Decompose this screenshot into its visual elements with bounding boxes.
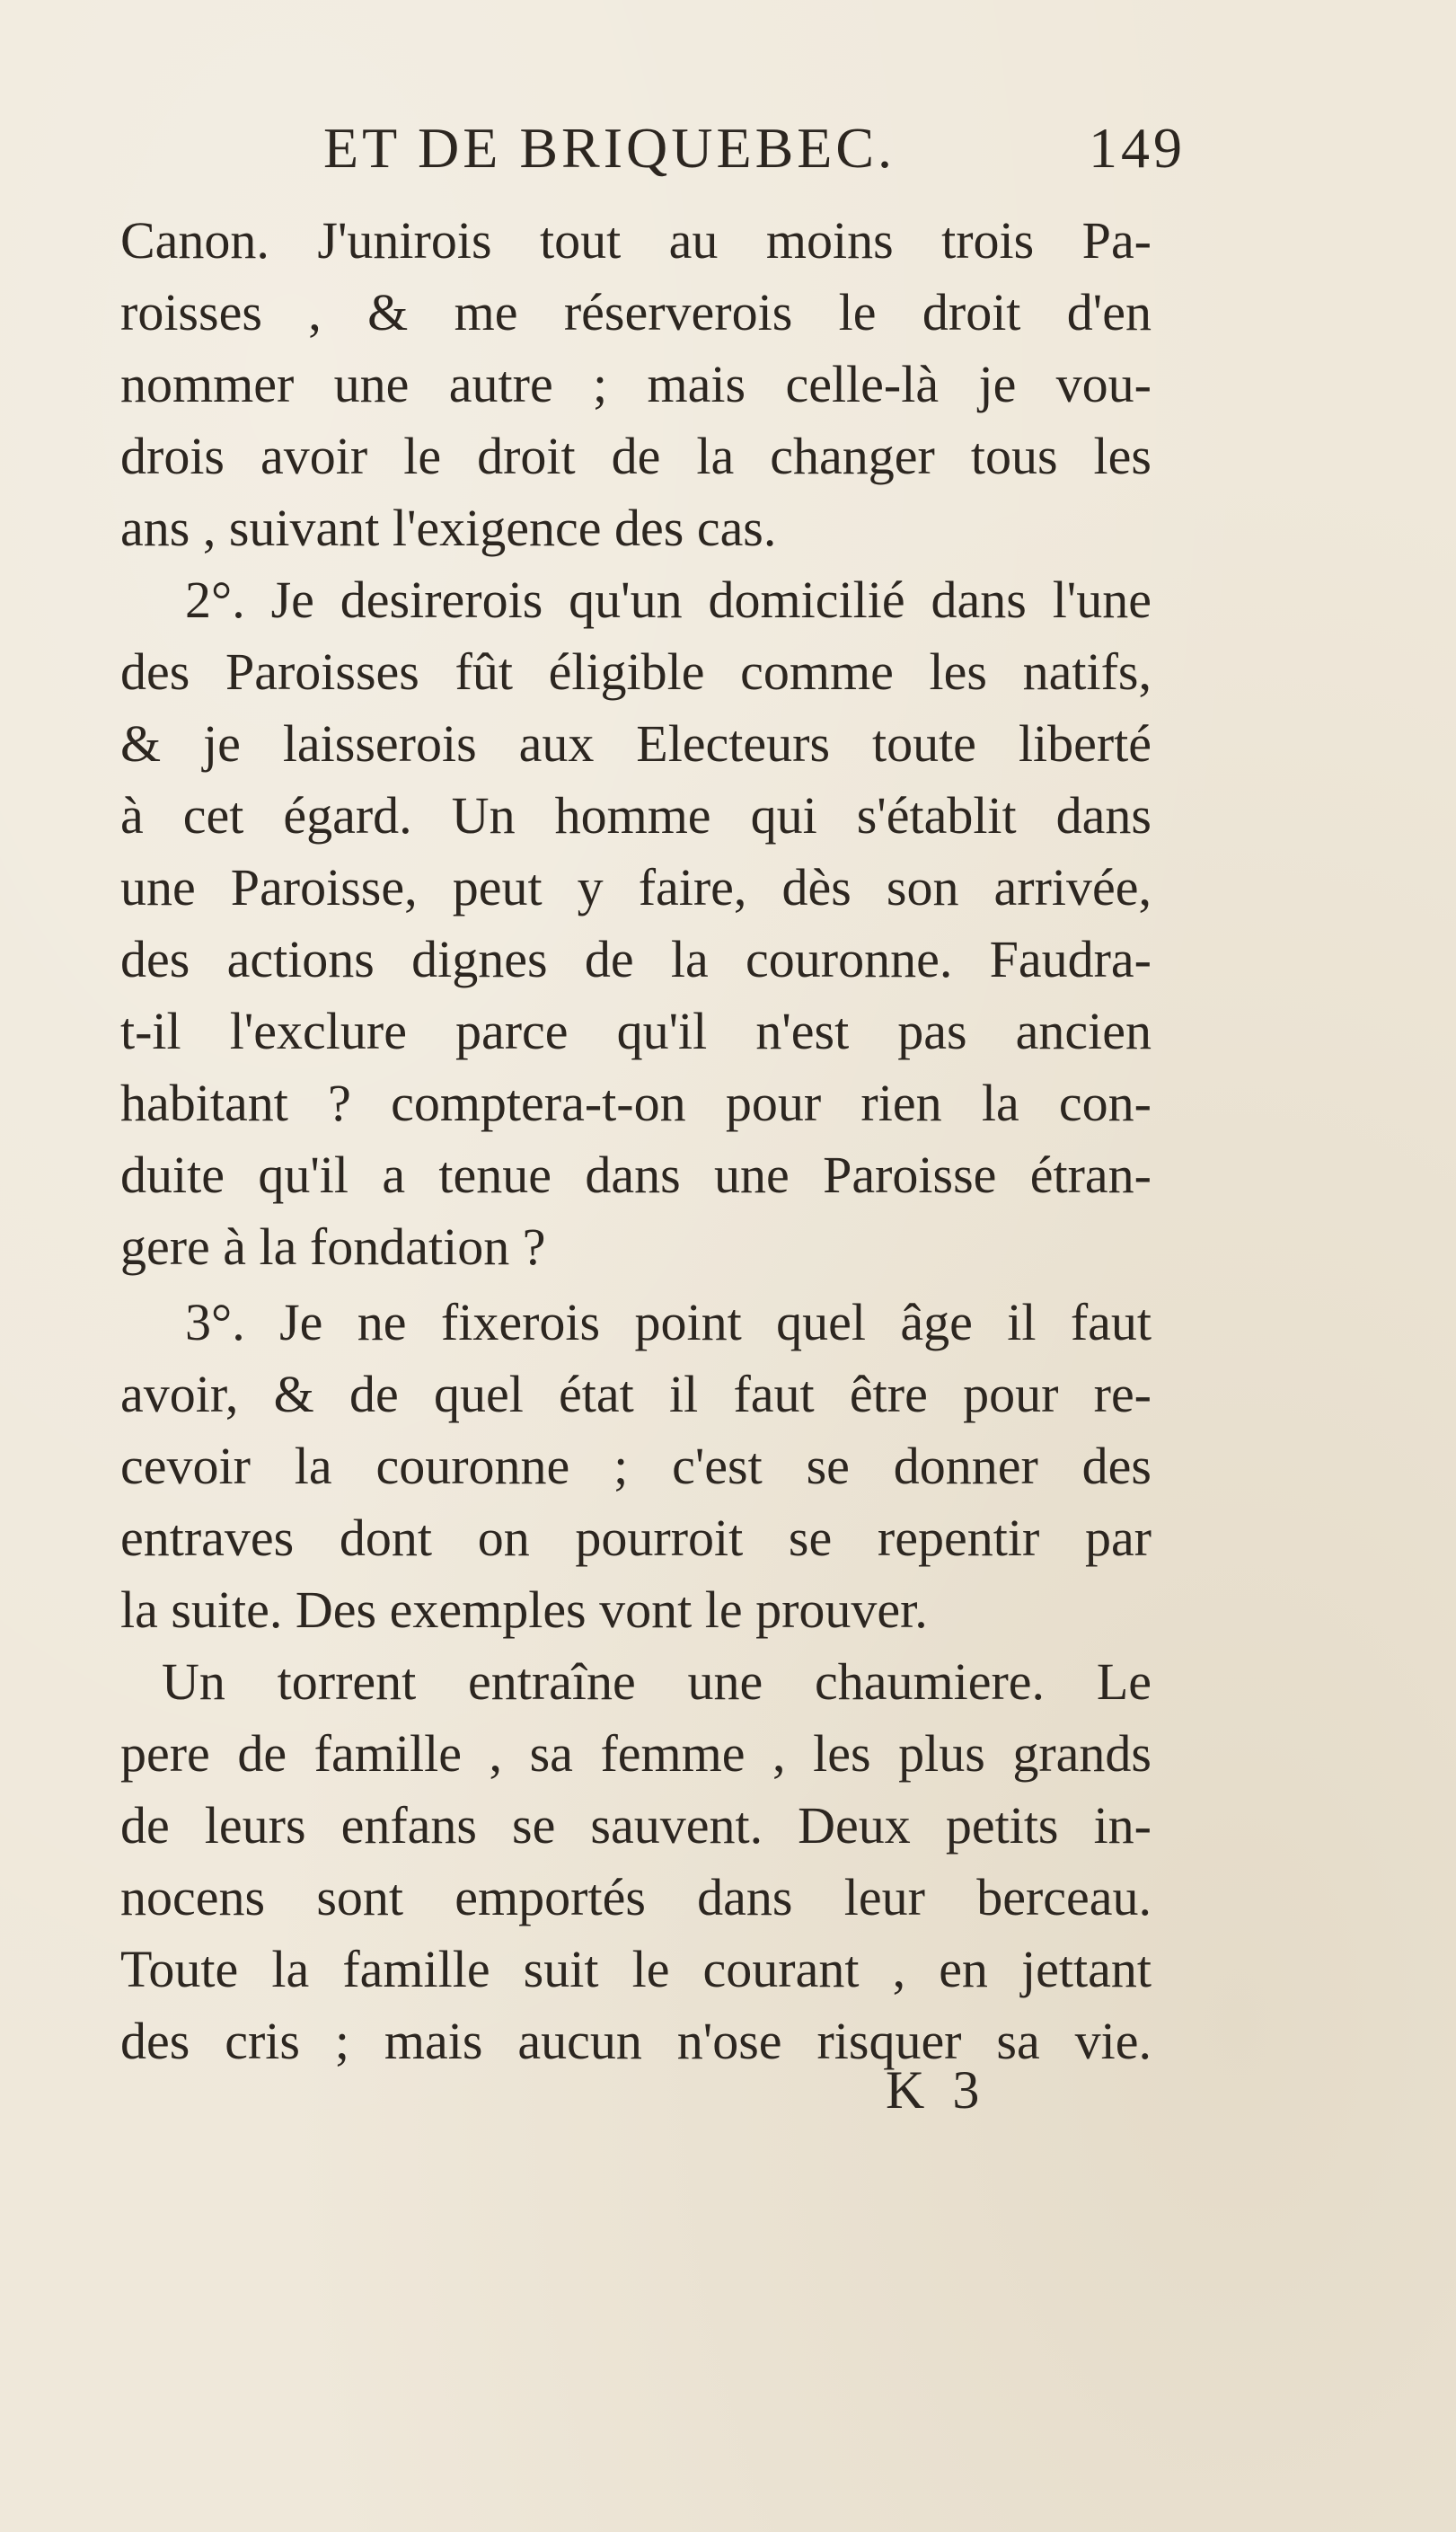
text-line: des cris ; mais aucun n'ose risquer sa vie. (120, 2012, 1152, 2070)
text-line: la suite. Des exemples vont le prouver. (120, 1580, 928, 1639)
text-line: roisses , & me réserverois le droit d'en (120, 283, 1152, 341)
text-line: une Paroisse, peut y faire, dès son arrivée, (120, 858, 1152, 916)
text-line: nocens sont emportés dans leur berceau. (120, 1868, 1152, 1926)
text-line: ans , suivant l'exigence des cas. (120, 499, 777, 557)
signature-mark: K 3 (886, 2060, 987, 2120)
text-line: des actions dignes de la couronne. Faudra- (120, 930, 1152, 988)
text-line: Toute la famille suit le courant , en jettant (120, 1940, 1152, 1998)
text-line: drois avoir le droit de la changer tous les (120, 427, 1152, 485)
text-line: cevoir la couronne ; c'est se donner des (120, 1437, 1152, 1495)
text-line: Un torrent entraîne une chaumiere. Le (162, 1652, 1152, 1711)
text-line: entraves dont on pourroit se repentir par (120, 1509, 1152, 1567)
text-line: des Paroisses fût éligible comme les natifs, (120, 642, 1152, 701)
running-head (323, 115, 1186, 187)
text-line: 2°. Je desirerois qu'un domicilié dans l'une (185, 571, 1152, 629)
text-line: & je laisserois aux Electeurs toute liberté (120, 714, 1152, 773)
text-line: t-il l'exclure parce qu'il n'est pas ancien (120, 1002, 1152, 1060)
text-line: avoir, & de quel état il faut être pour re- (120, 1365, 1152, 1423)
page-number: 149 (1089, 116, 1186, 180)
text-line: nommer une autre ; mais celle-là je vou- (120, 355, 1152, 413)
text-line: pere de famille , sa femme , les plus grands (120, 1724, 1152, 1783)
text-line: Canon. J'unirois tout au moins trois Pa- (120, 211, 1152, 270)
text-line: gere à la fondation ? (120, 1217, 546, 1276)
text-line: de leurs enfans se sauvent. Deux petits in- (120, 1796, 1152, 1855)
text-line: à cet égard. Un homme qui s'établit dans (120, 786, 1152, 845)
body-text (120, 205, 1152, 2077)
text-line: duite qu'il a tenue dans une Paroisse étran- (120, 1146, 1152, 1204)
running-title: ET DE BRIQUEBEC. (323, 116, 896, 180)
text-line: habitant ? comptera-t-on pour rien la con- (120, 1074, 1152, 1132)
text-line: 3°. Je ne fixerois point quel âge il faut (185, 1293, 1152, 1351)
